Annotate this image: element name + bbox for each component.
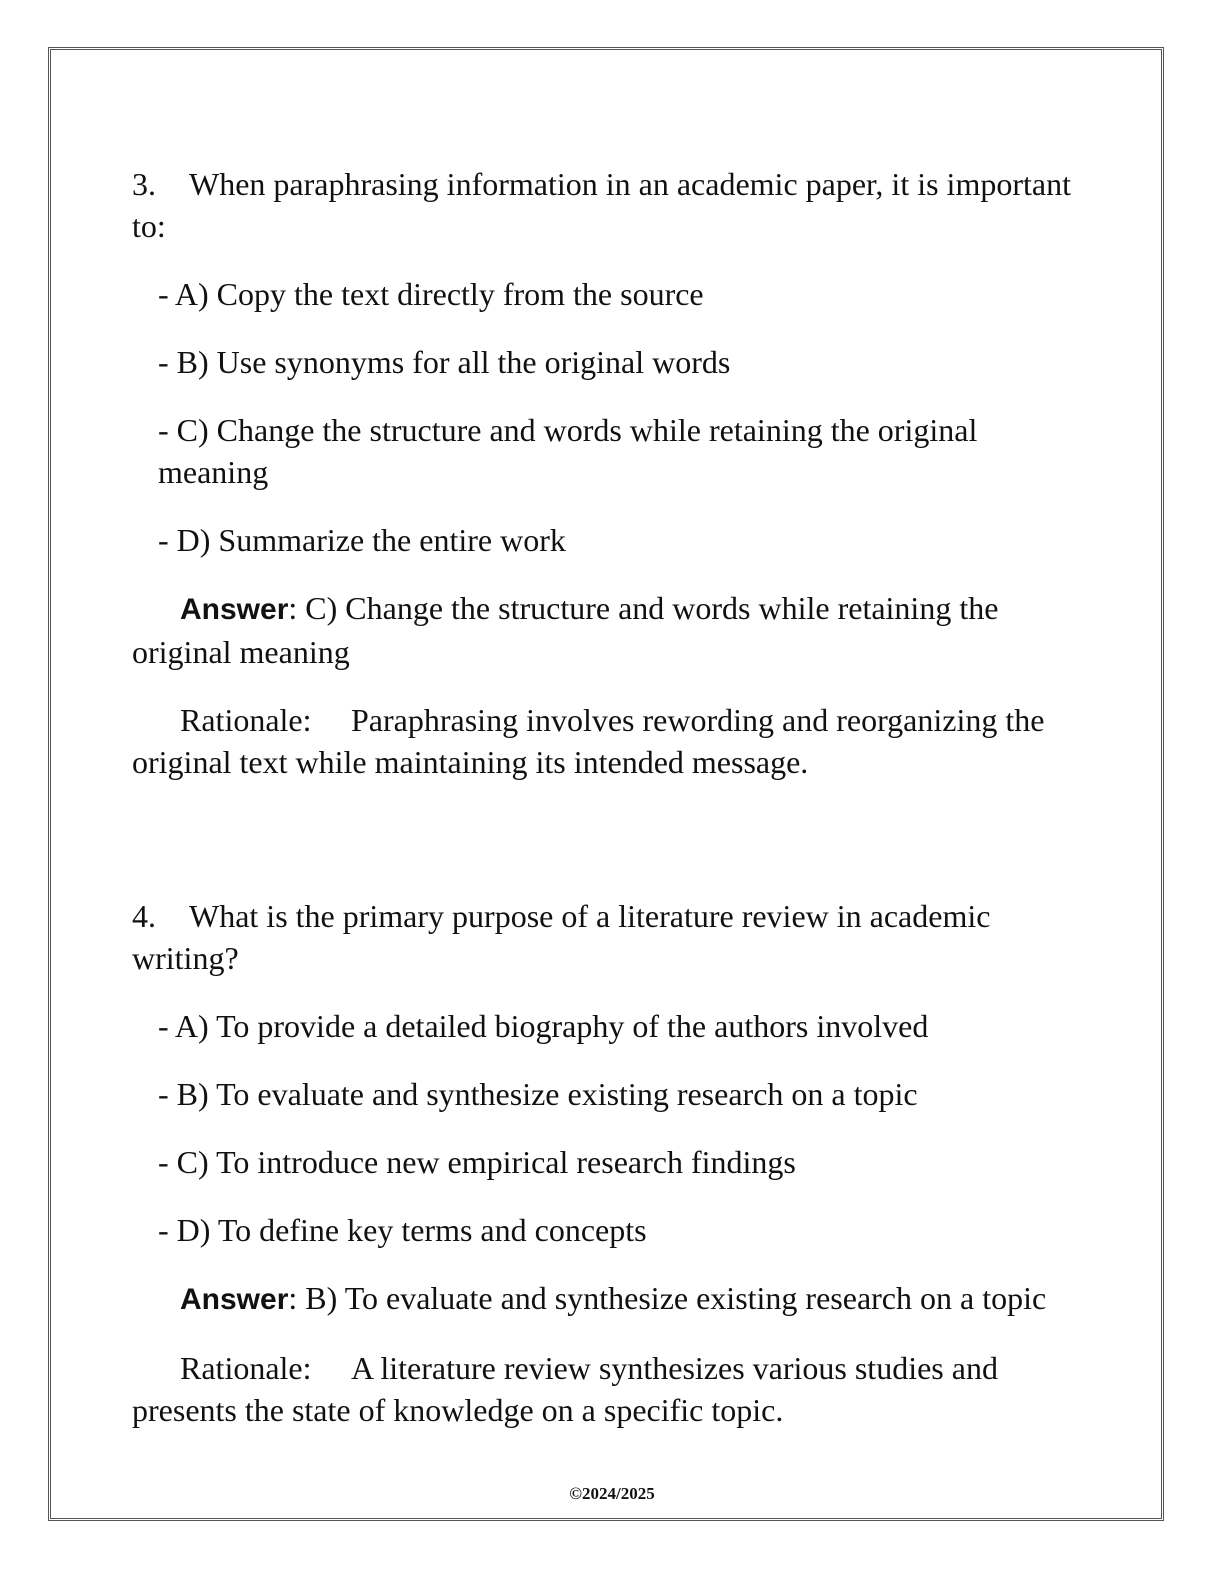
rationale-line (132, 699, 1082, 783)
question-number: 4. (132, 898, 156, 934)
rationale-text: A literature review synthesizes various studies and presents the state of knowledge on a specific topic. (132, 1350, 998, 1428)
footer-copyright: ©2024/2025 (569, 1484, 655, 1503)
rationale-text: Paraphrasing involves rewording and reorganizing the original text while maintaining its intended message. (132, 702, 1045, 780)
answer-line (132, 1277, 1082, 1321)
rationale-label: Rationale: (180, 1350, 312, 1386)
option-c: - C) To introduce new empirical research findings (158, 1144, 796, 1180)
answer-label: Answer (180, 1283, 289, 1316)
question-text (132, 163, 1082, 247)
rationale-line (132, 1347, 1082, 1431)
option-c: - C) Change the structure and words while retaining the original meaning (158, 412, 978, 490)
question-stem: When paraphrasing information in an academic paper, it is important to: (132, 166, 1071, 244)
option-d: - D) To define key terms and concepts (158, 1212, 647, 1248)
answer-line (132, 587, 1082, 673)
document-body (132, 163, 1082, 1457)
answer-text: : C) Change the structure and words while retaining the original meaning (132, 590, 999, 670)
answer-text: : B) To evaluate and synthesize existing research on a topic (288, 1280, 1047, 1316)
option-b: - B) Use synonyms for all the original words (158, 344, 731, 380)
question-block (132, 895, 1082, 1431)
question-stem: What is the primary purpose of a literature review in academic writing? (132, 898, 991, 976)
option-a: - A) Copy the text directly from the source (158, 276, 704, 312)
question-block (132, 163, 1082, 783)
rationale-label: Rationale: (180, 702, 312, 738)
option-d: - D) Summarize the entire work (158, 522, 566, 558)
answer-label: Answer (180, 593, 289, 626)
section-gap (132, 809, 1082, 895)
option-a: - A) To provide a detailed biography of the authors involved (158, 1008, 929, 1044)
question-text (132, 895, 1082, 979)
option-b: - B) To evaluate and synthesize existing research on a topic (158, 1076, 918, 1112)
question-number: 3. (132, 166, 156, 202)
